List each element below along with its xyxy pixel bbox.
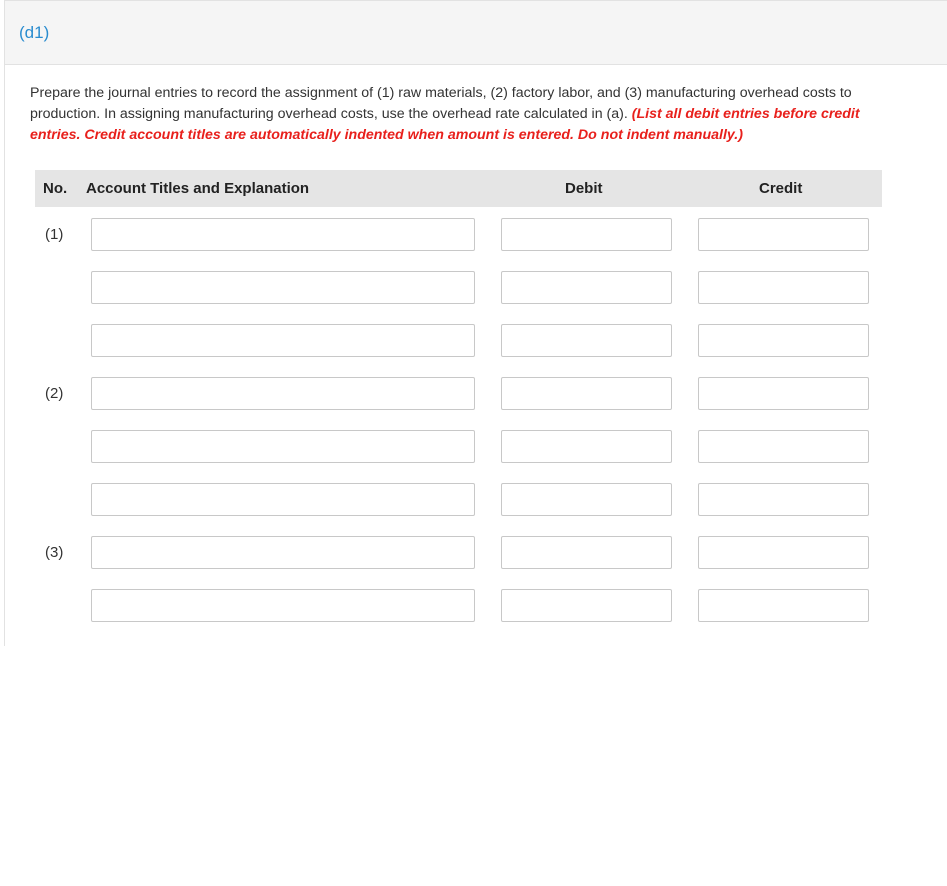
credit-input[interactable] [698, 324, 869, 357]
debit-input[interactable] [501, 430, 672, 463]
debit-input[interactable] [501, 271, 672, 304]
credit-input[interactable] [698, 483, 869, 516]
panel-header [5, 1, 947, 65]
journal-row [35, 218, 882, 252]
entry-number: (2) [45, 385, 64, 402]
part-label: (d1) [19, 23, 50, 42]
debit-input[interactable] [501, 324, 672, 357]
debit-input[interactable] [501, 536, 672, 569]
journal-row [35, 430, 882, 464]
entry-number: (3) [45, 544, 64, 561]
credit-input[interactable] [698, 589, 869, 622]
account-title-input[interactable] [91, 271, 475, 304]
credit-input[interactable] [698, 377, 869, 410]
debit-input[interactable] [501, 483, 672, 516]
journal-row [35, 536, 882, 570]
credit-input[interactable] [698, 218, 869, 251]
journal-row [35, 377, 882, 411]
account-title-input[interactable] [91, 377, 475, 410]
journal-table-header [35, 170, 882, 207]
debit-input[interactable] [501, 377, 672, 410]
instructions [30, 83, 890, 146]
account-title-input[interactable] [91, 218, 475, 251]
credit-input[interactable] [698, 430, 869, 463]
instructions-text: Prepare the journal entries to record the assignment of (1) raw materials, (2) factory labor, and (3) manufacturing overhead costs to production. In assigning manufacturing overhead costs, use the overhead rate calculated in (a). [30, 85, 852, 122]
header-no: No. [43, 180, 68, 197]
journal-row [35, 324, 882, 358]
account-title-input[interactable] [91, 589, 475, 622]
entry-number: (1) [45, 226, 64, 243]
account-title-input[interactable] [91, 430, 475, 463]
header-credit: Credit [759, 180, 803, 197]
journal-row [35, 271, 882, 305]
header-account-titles: Account Titles and Explanation [86, 180, 310, 197]
credit-input[interactable] [698, 536, 869, 569]
credit-input[interactable] [698, 271, 869, 304]
debit-input[interactable] [501, 218, 672, 251]
debit-input[interactable] [501, 589, 672, 622]
journal-row [35, 483, 882, 517]
journal-row [35, 589, 882, 623]
account-title-input[interactable] [91, 483, 475, 516]
header-debit: Debit [565, 180, 603, 197]
instructions-emphasis: (List all debit entries before credit entries. Credit account titles are automatically indented when amount is entered. Do not indent manually.) [30, 106, 860, 143]
account-title-input[interactable] [91, 536, 475, 569]
account-title-input[interactable] [91, 324, 475, 357]
